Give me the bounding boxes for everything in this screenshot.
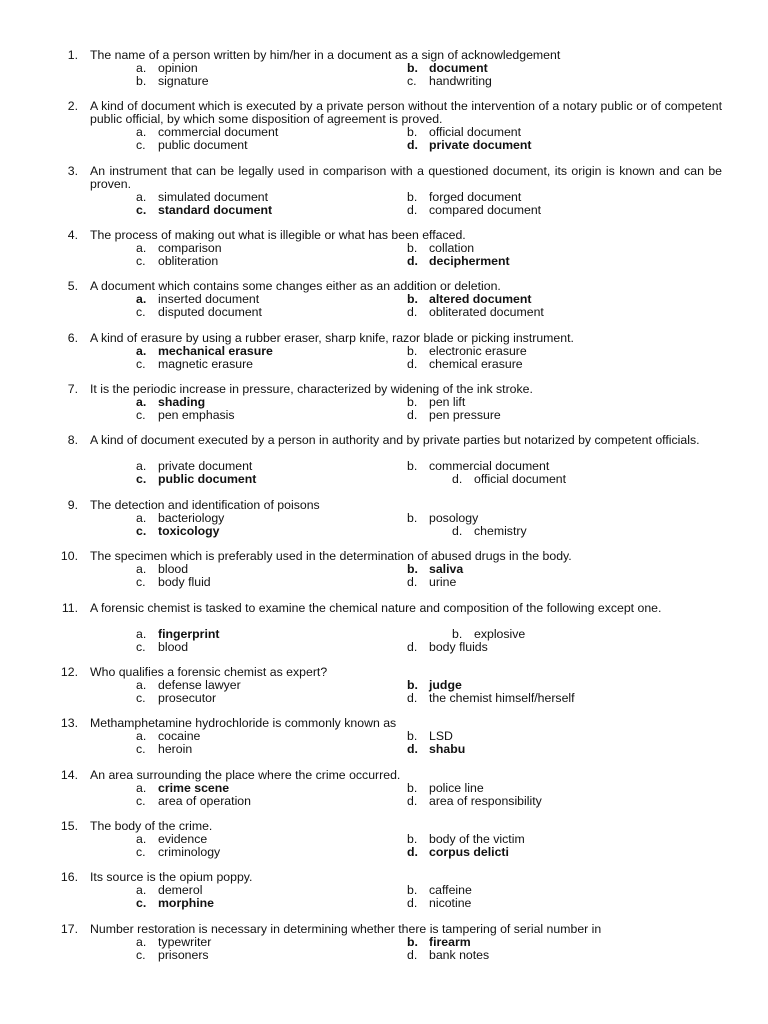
question-number: 12. [60,665,78,679]
question-13: 13. Methamphetamine hydrochloride is commonly known as a. cocaine b. LSD c. heroin d. shabu [0,717,768,756]
question-text: The body of the crime. [90,819,213,833]
question-text: The process of making out what is illegible or what has been effaced. [90,228,466,242]
question-11: 11. A forensic chemist is tasked to examine the chemical nature and composition of the following except one. a. fingerprint b. explosive c. blood d. body fluids [0,602,768,654]
question-14: 14. An area surrounding the place where the crime occurred. a. crime scene b. police line c. area of operation d. area of responsibility [0,769,768,808]
question-text: The detection and identification of poisons [90,498,320,512]
question-number: 5. [67,279,78,293]
question-number: 17. [60,922,78,936]
question-2: 2. A kind of document which is executed by a private person without the intervention of a notary public or of competent public official, by which some disposition of agreement is proved. a. commercial document b. official document c. public document d. private document [0,100,768,152]
question-number: 1. [67,48,78,62]
question-number: 3. [67,164,78,178]
question-number: 7. [67,382,78,396]
question-6: 6. A kind of erasure by using a rubber eraser, sharp knife, razor blade or picking instrument. a. mechanical erasure b. electronic erasure c. magnetic erasure d. chemical erasure [0,332,768,371]
question-text: A kind of document which is executed by a private person without the intervention of a notary public or of competent public official, by which some disposition of agreement is proved. [90,99,722,126]
question-text: An area surrounding the place where the crime occurred. [90,768,401,782]
question-7: 7. It is the periodic increase in pressure, characterized by widening of the ink stroke. a. shading b. pen lift c. pen emphasis d. pen pressure [0,383,768,422]
question-text: The specimen which is preferably used in the determination of abused drugs in the body. [90,549,572,563]
question-text: The name of a person written by him/her in a document as a sign of acknowledgement [90,48,561,62]
question-4: 4. The process of making out what is illegible or what has been effaced. a. comparison b. collation c. obliteration d. decipherment [0,229,768,268]
question-5: 5. A document which contains some changes either as an addition or deletion. a. inserted document b. altered document c. disputed document d. obliterated document [0,280,768,319]
question-number: 10. [60,549,78,563]
question-text: A kind of erasure by using a rubber eraser, sharp knife, razor blade or picking instrument. [90,331,574,345]
question-number: 13. [60,716,78,730]
question-text: Number restoration is necessary in determining whether there is tampering of serial number in [90,922,602,936]
question-12: 12. Who qualifies a forensic chemist as expert? a. defense lawyer b. judge c. prosecutor d. the chemist himself/herself [0,666,768,705]
question-text: Its source is the opium poppy. [90,870,253,884]
question-10: 10. The specimen which is preferably used in the determination of abused drugs in the body. a. blood b. saliva c. body fluid d. urine [0,550,768,589]
question-text: An instrument that can be legally used in comparison with a questioned document, its origin is known and can be proven. [90,164,722,191]
question-number: 4. [67,228,78,242]
question-number: 16. [60,870,78,884]
question-text: It is the periodic increase in pressure, characterized by widening of the ink stroke. [90,382,533,396]
question-number: 2. [67,99,78,113]
question-number: 9. [67,498,78,512]
question-3: 3. An instrument that can be legally used in comparison with a questioned document, its origin is known and can be proven. a. simulated document b. forged document c. standard document d. compared document [0,165,768,217]
question-number: 8. [67,433,78,447]
question-text: Methamphetamine hydrochloride is commonly known as [90,716,397,730]
question-17: 17. Number restoration is necessary in determining whether there is tampering of serial number in a. typewriter b. firearm c. prisoners d. bank notes [0,923,768,962]
question-text: A document which contains some changes either as an addition or deletion. [90,279,501,293]
question-number: 11. [61,601,78,615]
question-1: 1. The name of a person written by him/her in a document as a sign of acknowledgement a. opinion b. document b. signature c. handwriting [0,49,768,88]
question-text: A forensic chemist is tasked to examine the chemical nature and composition of the following except one. [90,601,662,615]
question-text: A kind of document executed by a person in authority and by private parties but notarized by competent officials. [90,433,700,447]
question-number: 14. [60,768,78,782]
question-15: 15. The body of the crime. a. evidence b. body of the victim c. criminology d. corpus delicti [0,820,768,859]
question-16: 16. Its source is the opium poppy. a. demerol b. caffeine c. morphine d. nicotine [0,871,768,910]
question-9: 9. The detection and identification of poisons a. bacteriology b. posology c. toxicology d. chemistry [0,499,768,538]
question-8: 8. A kind of document executed by a person in authority and by private parties but notarized by competent officials. a. private document b. commercial document c. public document d. official document [0,434,768,486]
question-text: Who qualifies a forensic chemist as expert? [90,665,328,679]
question-number: 6. [67,331,78,345]
question-number: 15. [60,819,78,833]
